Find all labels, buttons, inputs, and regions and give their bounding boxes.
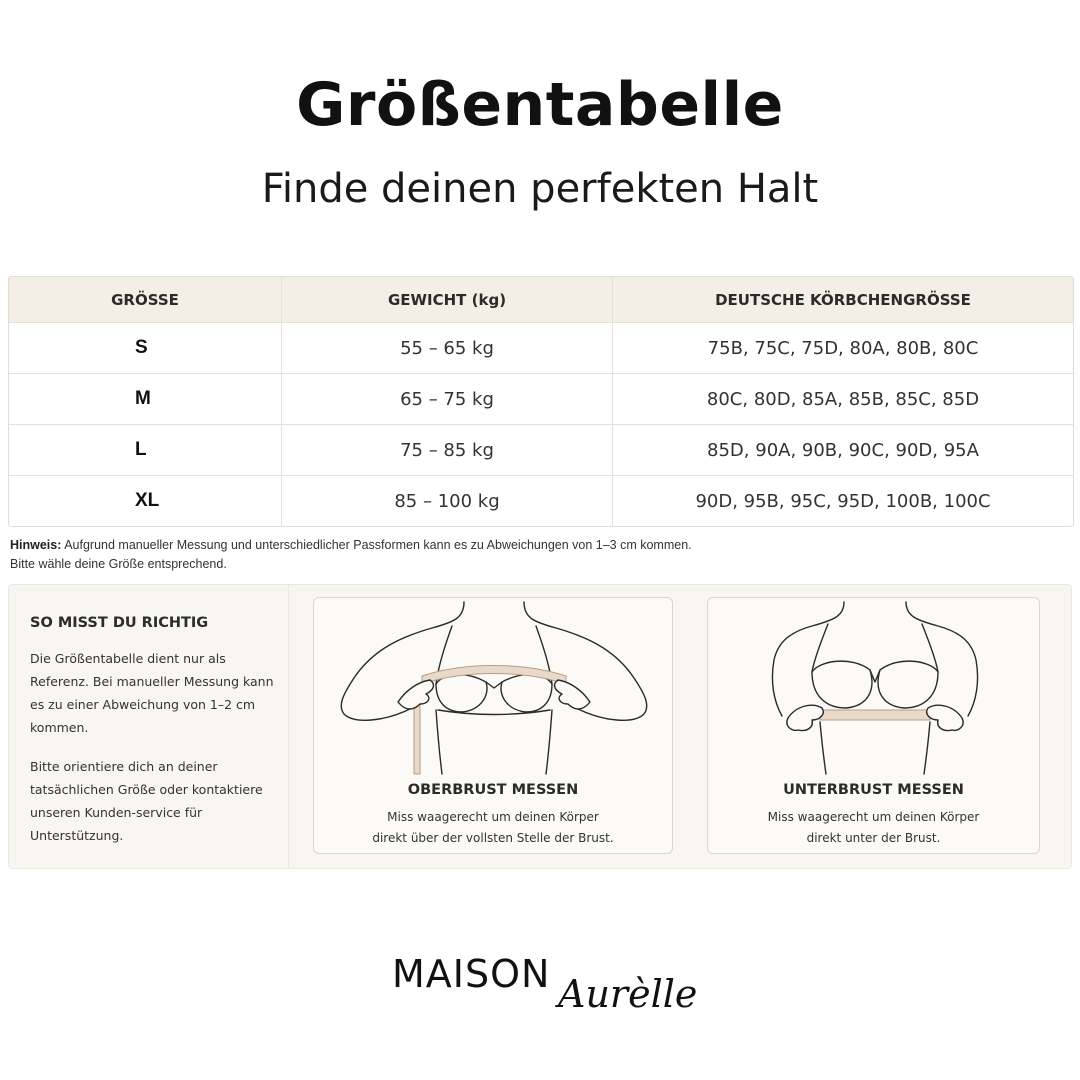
upper-bust-illustration xyxy=(314,598,674,778)
brand-name-main: MAISON xyxy=(392,952,551,996)
card-description-line: direkt unter der Brust. xyxy=(806,831,941,845)
measuring-instructions xyxy=(30,615,280,863)
table-row xyxy=(9,373,1073,424)
size-cell: XL xyxy=(135,490,160,511)
size-note xyxy=(10,536,1070,574)
measure-card-under-bust xyxy=(707,597,1040,854)
note-line-1 xyxy=(10,536,1070,555)
under-bust-illustration xyxy=(708,598,1041,778)
size-cell: S xyxy=(135,337,148,358)
card-title: UNTERBRUST MESSEN xyxy=(783,782,964,798)
cup-size-cell: 80C, 80D, 85A, 85B, 85C, 85D xyxy=(612,374,1073,424)
weight-cell: 55 – 65 kg xyxy=(281,323,612,373)
column-header-weight: GEWICHT (kg) xyxy=(281,277,612,322)
section-divider xyxy=(288,585,289,868)
measuring-paragraph: Die Größentabelle dient nur als Referenz. Bei manueller Messung kann es zu einer Abweichung von 1–2 cm kommen. xyxy=(30,651,274,735)
measuring-paragraph: Bitte orientiere dich an deiner tatsächlichen Größe oder kontaktiere unseren Kunden-service für Unterstützung. xyxy=(30,759,263,843)
brand-name-script: Aurèlle xyxy=(558,972,698,1016)
page-title: Größentabelle xyxy=(296,70,784,140)
card-description-line: direkt über der vollsten Stelle der Brust. xyxy=(372,831,614,845)
size-table xyxy=(8,276,1074,527)
card-description xyxy=(708,807,1039,849)
page-subtitle: Finde deinen perfekten Halt xyxy=(261,166,819,212)
size-cell: L xyxy=(135,439,147,460)
measuring-guide xyxy=(8,584,1072,869)
size-cell: M xyxy=(135,388,151,409)
note-line-2: Bitte wähle deine Größe entsprechend. xyxy=(10,557,227,571)
weight-cell: 65 – 75 kg xyxy=(281,374,612,424)
brand-logo xyxy=(392,952,698,1032)
measure-card-upper-bust xyxy=(313,597,673,854)
table-row xyxy=(9,322,1073,373)
measuring-heading: SO MISST DU RICHTIG xyxy=(30,615,209,631)
note-label: Hinweis: xyxy=(10,538,62,552)
cup-size-cell: 85D, 90A, 90B, 90C, 90D, 95A xyxy=(612,425,1073,475)
table-row xyxy=(9,424,1073,475)
weight-cell: 75 – 85 kg xyxy=(281,425,612,475)
cup-size-cell: 90D, 95B, 95C, 95D, 100B, 100C xyxy=(612,476,1073,526)
note-text: Aufgrund manueller Messung und unterschiedlicher Passformen kann es zu Abweichungen von 1–3 cm kommen. xyxy=(64,538,692,552)
card-description-line: Miss waagerecht um deinen Körper xyxy=(767,810,980,824)
cup-size-cell: 75B, 75C, 75D, 80A, 80B, 80C xyxy=(612,323,1073,373)
table-header-row xyxy=(9,277,1073,322)
card-description-line: Miss waagerecht um deinen Körper xyxy=(387,810,599,824)
card-description xyxy=(314,807,672,849)
column-header-size: GRÖSSE xyxy=(111,290,179,309)
weight-cell: 85 – 100 kg xyxy=(281,476,612,526)
table-row xyxy=(9,475,1073,526)
card-title: OBERBRUST MESSEN xyxy=(407,782,579,798)
column-header-cup-size: DEUTSCHE KÖRBCHENGRÖSSE xyxy=(612,277,1073,322)
